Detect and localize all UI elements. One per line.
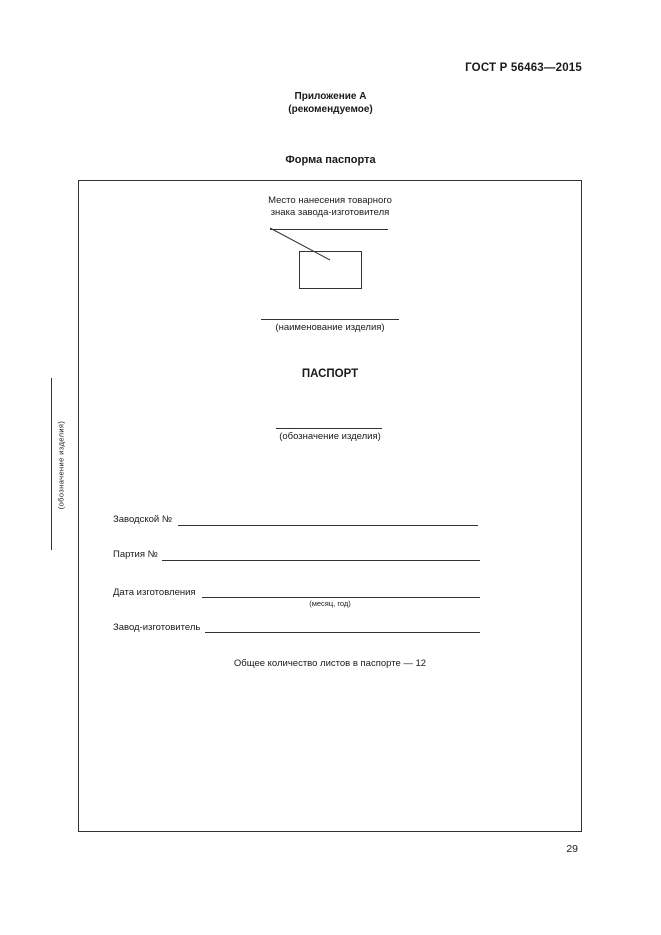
manufacturer-line: [205, 632, 480, 633]
manufacture-date-line: [202, 597, 480, 598]
trademark-box: [299, 251, 362, 289]
product-designation-line: [276, 428, 382, 429]
serial-number-label: Заводской №: [113, 514, 173, 525]
serial-number-line: [178, 525, 478, 526]
trademark-caption-line1: Место нанесения товарного: [268, 195, 392, 206]
page-number: 29: [566, 843, 578, 855]
batch-label: Партия №: [113, 549, 158, 560]
product-name-line: [261, 319, 399, 320]
passport-title: ПАСПОРТ: [301, 368, 359, 380]
manufacture-date-hint: (месяц, год): [309, 599, 351, 608]
trademark-caption-line2: знака завода-изготовителя: [270, 207, 390, 218]
standard-number: ГОСТ Р 56463—2015: [465, 62, 582, 74]
batch-line: [162, 560, 480, 561]
form-title: Форма паспорта: [285, 154, 376, 166]
manufacturer-label: Завод-изготовитель: [113, 622, 201, 633]
product-designation-caption: (обозначение изделия): [279, 431, 381, 442]
sheet-count: Общее количество листов в паспорте — 12: [233, 658, 427, 669]
product-name-caption: (наименование изделия): [275, 322, 385, 333]
side-margin-line: [51, 378, 52, 550]
appendix-title: Приложение А: [294, 91, 367, 102]
appendix-subtitle: (рекомендуемое): [288, 104, 373, 115]
side-designation-label: (обозначение изделия): [56, 420, 66, 510]
manufacture-date-label: Дата изготовления: [113, 587, 196, 598]
